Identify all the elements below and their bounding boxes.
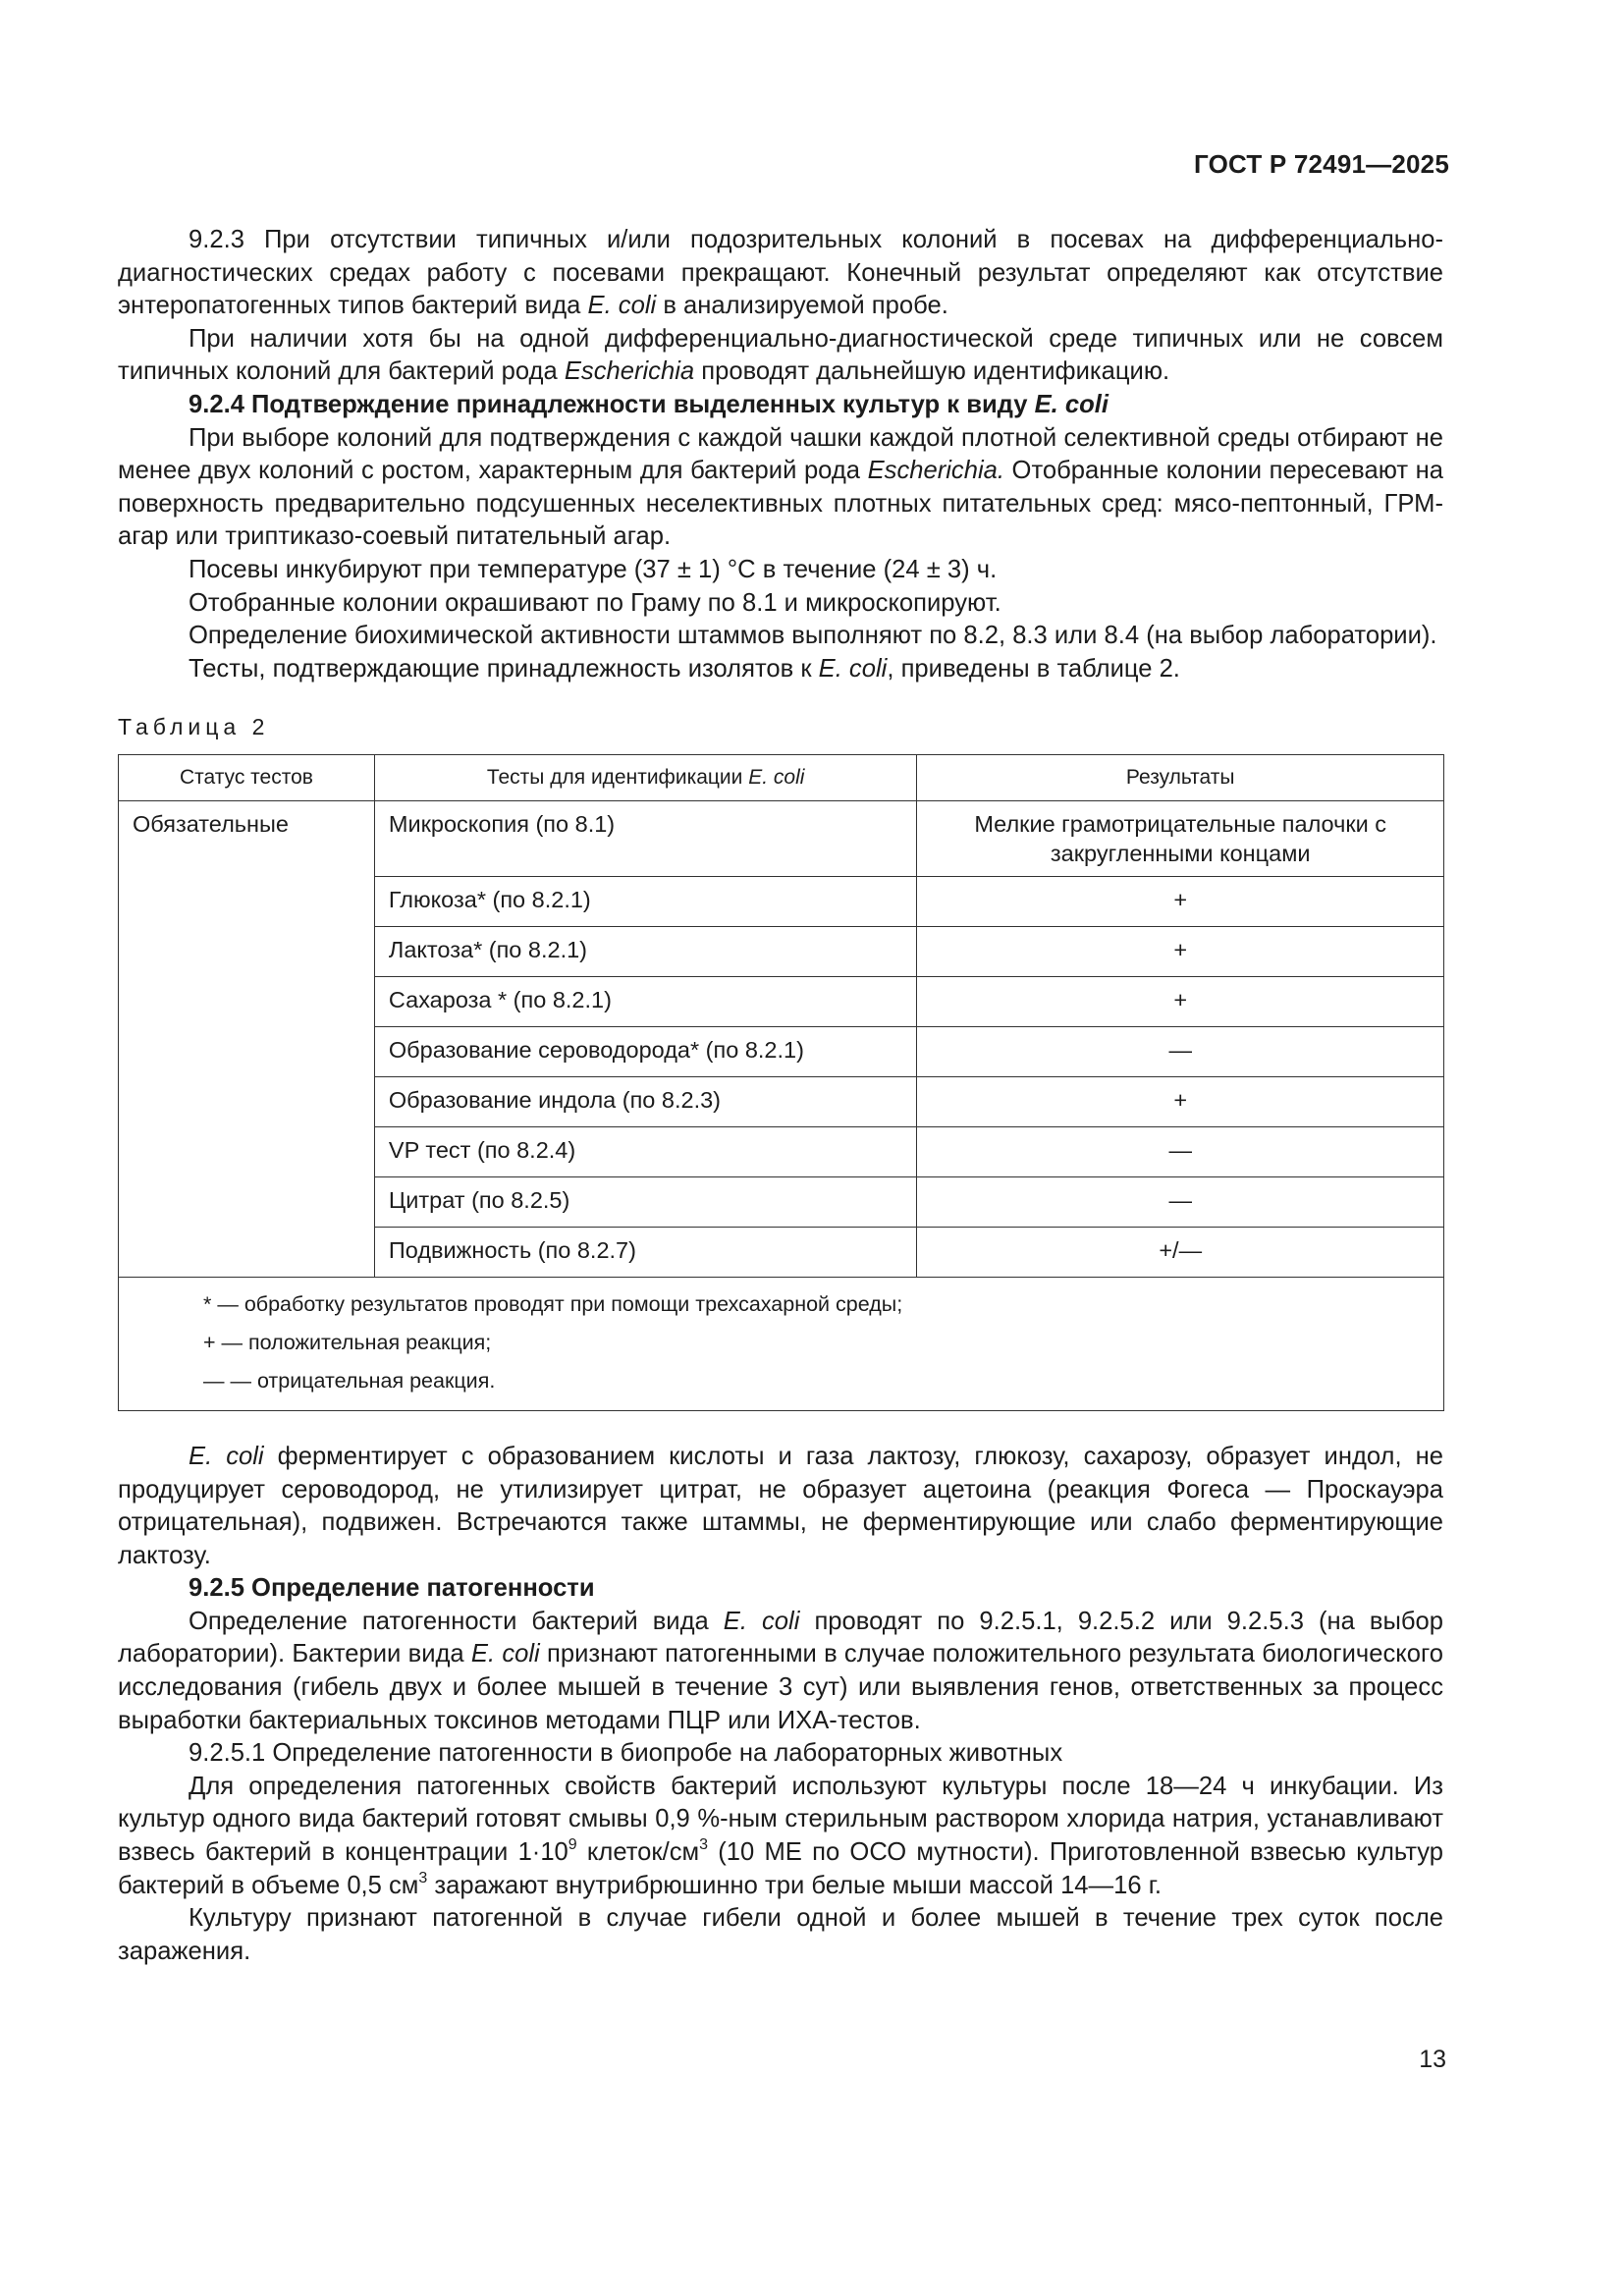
paragraph-9-2-4-2: Посевы инкубируют при температуре (37 ± 1) °С в течение (24 ± 3) ч. — [189, 555, 998, 583]
test-cell: Глюкоза* (по 8.2.1) — [374, 876, 917, 926]
paragraph-after-table: E. coli ферментирует с образованием кислоты и газа лактозу, глюкозу, сахарозу, образует индол, не продуцирует сероводород, не утилизирует цитрат, не образует ацетоина (реакция Фогеса — Проскауэра отрицательная), подвижен. Встречаются также штаммы, не ферментирующие или слабо ферментирующие лактозу. — [118, 1442, 1443, 1569]
page-number: 13 — [1419, 2046, 1446, 2073]
test-cell: Микроскопия (по 8.1) — [374, 800, 917, 876]
header-status: Статус тестов — [119, 754, 375, 800]
main-content — [118, 224, 1443, 1968]
result-cell: +/— — [917, 1227, 1444, 1277]
result-cell: + — [917, 976, 1444, 1026]
table-2 — [118, 754, 1444, 1411]
paragraph-9-2-5-2: Для определения патогенных свойств бактерий используют культуры после 18—24 ч инкубации. Из культур одного вида бактерий готовят смывы 0,9 %-ным стерильным раствором хлорида натрия, устанавливают взвесь бактерий в концентрации $1\cdot 10^9$ клеток/$см^3$ (10 МЕ по ОСО мутности). Приготовленной взвесью культур бактерий в объеме 0,5 $см^3$ заражают внутрибрюшинно три белые мыши массой 14—16 г. — [118, 1772, 1443, 1899]
paragraph-9-2-4-1: При выборе колоний для подтверждения с каждой чашки каждой плотной селективной среды отбирают не менее двух колоний с ростом, характерным для бактерий рода Escherichia. Отобранные колонии пересевают на поверхность предварительно подсушенных неселективных плотных питательных сред: мясо-пептонный, ГРМ-агар или триптиказо-соевый питательный агар. — [118, 423, 1443, 551]
header-results: Результаты — [917, 754, 1444, 800]
document-id-header: ГОСТ Р 72491—2025 — [1194, 149, 1449, 179]
status-cell: Обязательные — [119, 800, 375, 1277]
note-asterisk: * — обработку результатов проводят при помощи трехсахарной среды; — [203, 1291, 903, 1316]
test-cell: Подвижность (по 8.2.7) — [374, 1227, 917, 1277]
test-cell: Лактоза* (по 8.2.1) — [374, 926, 917, 976]
paragraph-9-2-3: 9.2.3 При отсутствии типичных и/или подозрительных колоний в посевах на дифференциально-диагностических средах работу с посевами прекращают. Конечный результат определяют как отсутствие энтеропатогенных типов бактерий вида E. coli в анализируемой пробе. — [118, 226, 1443, 320]
table-row — [119, 800, 1444, 876]
result-cell: + — [917, 926, 1444, 976]
paragraph-9-2-3-2: При наличии хотя бы на одной дифференциально-диагностической среде типичных или не совсем типичных колоний для бактерий рода Escherichia проводят дальнейшую идентификацию. — [118, 324, 1443, 386]
paragraph-9-2-4-4: Определение биохимической активности штаммов выполняют по 8.2, 8.3 или 8.4 (на выбор лаборатории). — [189, 622, 1437, 650]
paragraph-9-2-4-3: Отобранные колонии окрашивают по Граму по 8.1 и микроскопируют. — [189, 588, 1001, 617]
result-cell: — — [917, 1026, 1444, 1076]
header-tests: Тесты для идентификации E. coli — [374, 754, 917, 800]
test-cell: Образование сероводорода* (по 8.2.1) — [374, 1026, 917, 1076]
test-cell: Образование индола (по 8.2.3) — [374, 1076, 917, 1126]
heading-9-2-5: 9.2.5 Определение патогенности — [189, 1574, 595, 1603]
result-cell: Мелкие грамотрицательные палочки с закругленными концами — [917, 800, 1444, 876]
table-header-row — [119, 754, 1444, 800]
table-notes — [119, 1277, 1444, 1410]
test-cell: VP тест (по 8.2.4) — [374, 1126, 917, 1176]
table-body — [119, 800, 1444, 1410]
result-cell: + — [917, 1076, 1444, 1126]
paragraph-9-2-5-3: Культуру признают патогенной в случае гибели одной и более мышей в течение трех суток после заражения. — [118, 1904, 1443, 1965]
heading-9-2-4: 9.2.4 Подтверждение принадлежности выделенных культур к виду E. coli — [189, 390, 1109, 418]
result-cell: — — [917, 1176, 1444, 1227]
paragraph-9-2-5-1: Определение патогенности бактерий вида E. coli проводят по 9.2.5.1, 9.2.5.2 или 9.2.5.3 (на выбор лаборатории). Бактерии вида E. coli признают патогенными в случае положительного результата биологического исследования (гибель двух и более мышей в течение 3 сут) или выявления генов, ответственных за процесс выработки бактериальных токсинов методами ПЦР или ИХА-тестов. — [118, 1607, 1444, 1734]
test-cell: Сахароза * (по 8.2.1) — [374, 976, 917, 1026]
result-cell: + — [917, 876, 1444, 926]
paragraph-9-2-4-5: Тесты, подтверждающие принадлежность изолятов к E. coli, приведены в таблице 2. — [189, 654, 1180, 683]
note-plus: + — положительная реакция; — [203, 1330, 492, 1354]
table-caption: Таблица 2 — [118, 714, 270, 740]
result-cell: — — [917, 1126, 1444, 1176]
note-minus: — — отрицательная реакция. — [203, 1368, 496, 1393]
test-cell: Цитрат (по 8.2.5) — [374, 1176, 917, 1227]
table-notes-row — [119, 1277, 1444, 1410]
subheading-9-2-5-1: 9.2.5.1 Определение патогенности в биопробе на лабораторных животных — [189, 1739, 1063, 1768]
